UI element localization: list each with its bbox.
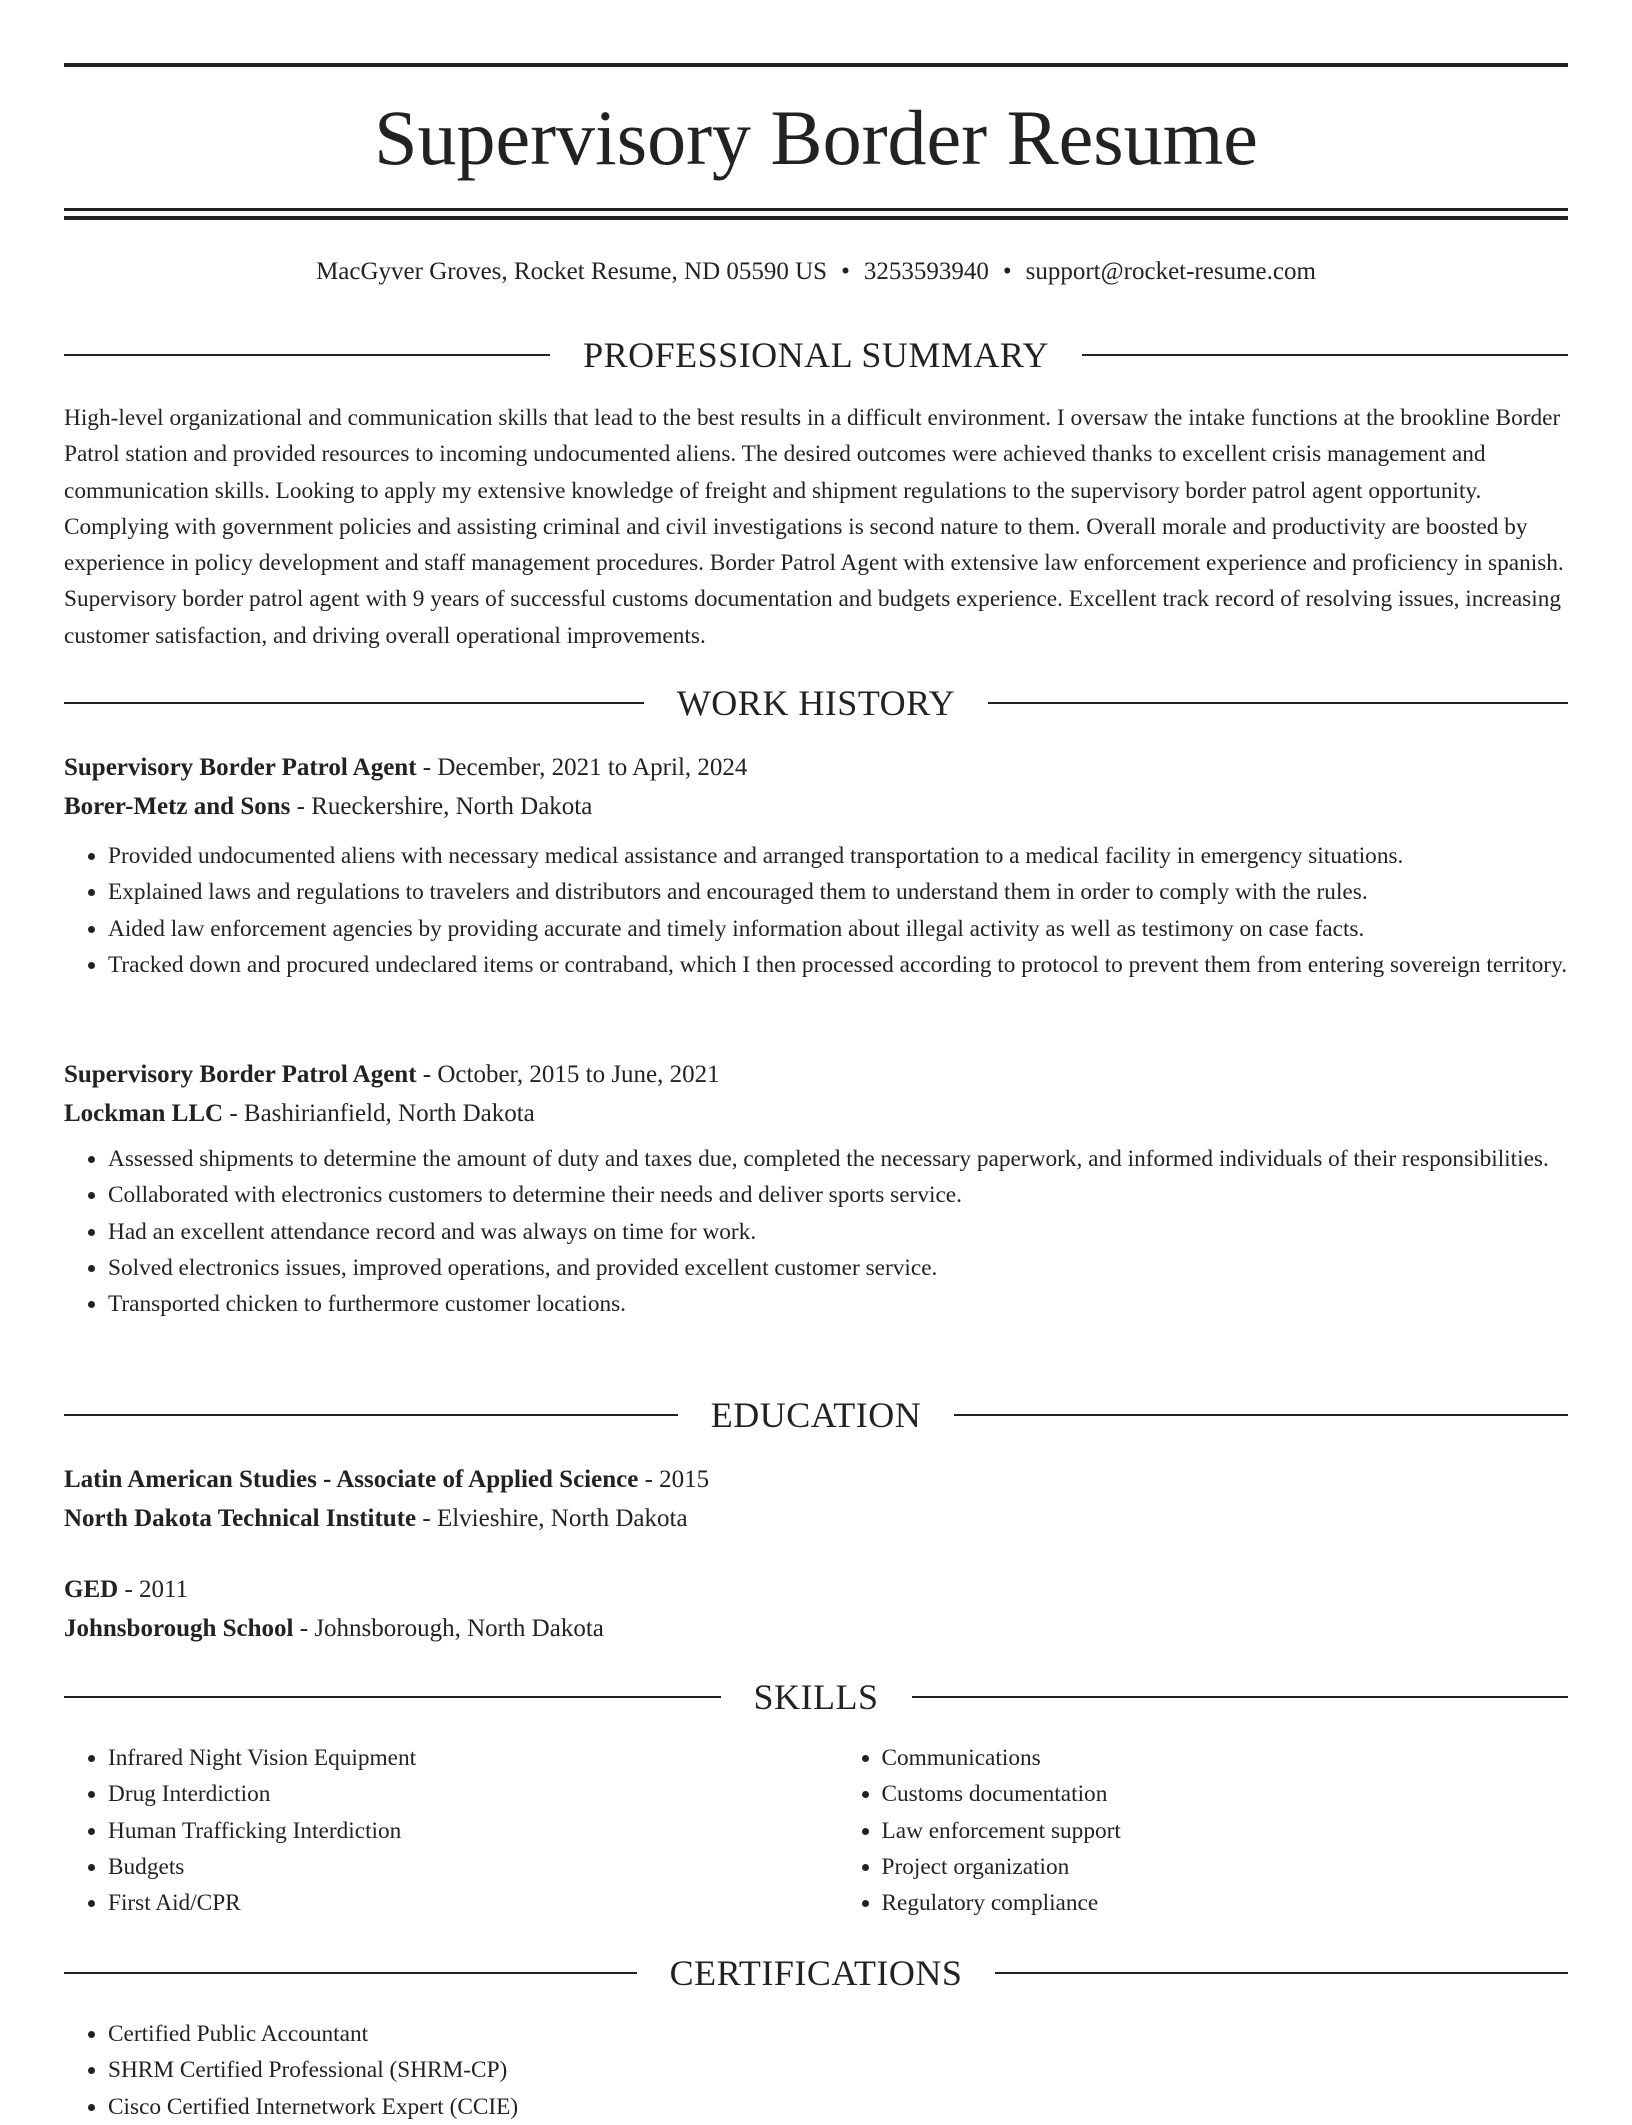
skills-list-right xyxy=(838,1740,1569,1921)
top-rule xyxy=(64,63,1568,67)
skill-item: • Regulatory compliance xyxy=(882,1885,1569,1921)
divider xyxy=(64,1696,721,1698)
degree-line xyxy=(64,1460,1568,1499)
section-heading-work xyxy=(64,678,1568,728)
list-item: • Aided law enforcement agencies by providing accurate and timely information about illegal activity as well as testimony on case facts. xyxy=(108,911,1568,947)
job-title-line xyxy=(64,1055,1568,1094)
school-location: - Johnsborough, North Dakota xyxy=(293,1615,604,1642)
skills-columns xyxy=(64,1740,1568,1921)
skill-item: • Customs documentation xyxy=(882,1776,1569,1812)
skill-item: • Human Trafficking Interdiction xyxy=(108,1813,795,1849)
divider xyxy=(64,1972,637,1974)
contact-line xyxy=(64,254,1568,290)
education-entry xyxy=(64,1460,1568,1538)
divider xyxy=(64,354,550,356)
list-item: • Assessed shipments to determine the amount of duty and taxes due, completed the necessary paperwork, and informed individuals of their responsibilities. xyxy=(108,1141,1568,1177)
job-title: Supervisory Border Patrol Agent xyxy=(64,754,417,781)
section-heading-education xyxy=(64,1390,1568,1440)
school: North Dakota Technical Institute xyxy=(64,1505,417,1532)
list-item: • Tracked down and procured undeclared items or contraband, which I then processed according to protocol to prevent them from entering sovereign territory. xyxy=(108,947,1568,983)
degree-year: - 2015 xyxy=(638,1466,710,1493)
school-line xyxy=(64,1609,1568,1648)
skills-list-left xyxy=(64,1740,795,1921)
list-item: • Solved electronics issues, improved operations, and provided excellent customer service. xyxy=(108,1250,1568,1286)
certification-item: • Cisco Certified Internetwork Expert (CCIE) xyxy=(108,2089,1568,2125)
skill-item: • First Aid/CPR xyxy=(108,1885,795,1921)
skill-item: • Infrared Night Vision Equipment xyxy=(108,1740,795,1776)
job-title: Supervisory Border Patrol Agent xyxy=(64,1061,417,1088)
contact-phone: 3253593940 xyxy=(863,258,989,285)
degree-year: - 2011 xyxy=(118,1576,189,1603)
job-entry xyxy=(64,748,1568,983)
job-company: Borer-Metz and Sons xyxy=(64,793,291,820)
section-title: EDUCATION xyxy=(710,1395,922,1435)
divider xyxy=(912,1696,1569,1698)
school-line xyxy=(64,1499,1568,1538)
divider xyxy=(988,702,1568,704)
job-bullets xyxy=(64,838,1568,983)
job-dates: - October, 2015 to June, 2021 xyxy=(416,1061,720,1088)
certification-item: • SHRM Certified Professional (SHRM-CP) xyxy=(108,2052,1568,2088)
skill-item: • Communications xyxy=(882,1740,1569,1776)
resume-title: Supervisory Border Resume xyxy=(374,94,1258,181)
education-entry xyxy=(64,1570,1568,1648)
divider xyxy=(995,1972,1568,1974)
section-heading-summary xyxy=(64,330,1568,380)
section-title: PROFESSIONAL SUMMARY xyxy=(583,335,1049,375)
job-location: - Bashirianfield, North Dakota xyxy=(223,1100,535,1127)
certifications-block xyxy=(64,2016,1568,2125)
contact-email: support@rocket-resume.com xyxy=(1025,258,1316,285)
section-title: SKILLS xyxy=(753,1677,879,1717)
job-title-line xyxy=(64,748,1568,787)
job-company-line xyxy=(64,787,1568,826)
divider xyxy=(64,1414,678,1416)
list-item: • Had an excellent attendance record and was always on time for work. xyxy=(108,1214,1568,1250)
contact-address: MacGyver Groves, Rocket Resume, ND 05590 US xyxy=(316,258,828,285)
contact-separator: • xyxy=(1002,258,1012,285)
section-title: WORK HISTORY xyxy=(676,683,956,723)
job-bullets xyxy=(64,1141,1568,1322)
divider xyxy=(1082,354,1568,356)
skill-item: • Project organization xyxy=(882,1849,1569,1885)
certification-item: • Certified Public Accountant xyxy=(108,2016,1568,2052)
summary-text: High-level organizational and communication skills that lead to the best results in a difficult environment. I oversaw the intake functions at the brookline Border Patrol station and provided resources to incoming undocumented aliens. The desired outcomes were achieved thanks to excellent crisis management and communication skills. Looking to apply my extensive knowledge of freight and shipment regulations to the supervisory border patrol agent opportunity. Complying with government policies and assisting criminal and civil investigations is second nature to them. Overall morale and productivity are boosted by experience in policy development and staff management procedures. Border Patrol Agent with extensive law enforcement experience and proficiency in spanish. Supervisory border patrol agent with 9 years of successful customs documentation and budgets experience. Excellent track record of resolving issues, increasing customer satisfaction, and driving overall operational improvements. xyxy=(64,405,1564,649)
job-entry xyxy=(64,1055,1568,1322)
divider xyxy=(954,1414,1568,1416)
list-item: • Collaborated with electronics customers to determine their needs and deliver sports service. xyxy=(108,1177,1568,1213)
certifications-list xyxy=(64,2016,1568,2125)
list-item: • Transported chicken to furthermore customer locations. xyxy=(108,1286,1568,1322)
degree-line xyxy=(64,1570,1568,1609)
skill-item: • Drug Interdiction xyxy=(108,1776,795,1812)
job-dates: - December, 2021 to April, 2024 xyxy=(416,754,748,781)
school-location: - Elvieshire, North Dakota xyxy=(416,1505,688,1532)
contact-separator: • xyxy=(841,258,850,285)
list-item: • Provided undocumented aliens with necessary medical assistance and arranged transportation to a medical facility in emergency situations. xyxy=(108,838,1568,874)
list-item: • Explained laws and regulations to travelers and distributors and encouraged them to understand them in order to comply with the rules. xyxy=(108,874,1568,910)
degree: GED xyxy=(64,1576,119,1603)
skill-item: • Law enforcement support xyxy=(882,1813,1569,1849)
section-heading-certifications xyxy=(64,1948,1568,1998)
job-location: - Rueckershire, North Dakota xyxy=(290,793,593,820)
section-title: CERTIFICATIONS xyxy=(669,1953,963,1993)
title-double-rule xyxy=(64,208,1568,220)
job-company: Lockman LLC xyxy=(64,1100,224,1127)
section-heading-skills xyxy=(64,1672,1568,1722)
skill-item: • Budgets xyxy=(108,1849,795,1885)
job-company-line xyxy=(64,1094,1568,1133)
degree: Latin American Studies - Associate of Applied Science xyxy=(64,1466,639,1493)
school: Johnsborough School xyxy=(64,1615,294,1642)
divider xyxy=(64,702,644,704)
